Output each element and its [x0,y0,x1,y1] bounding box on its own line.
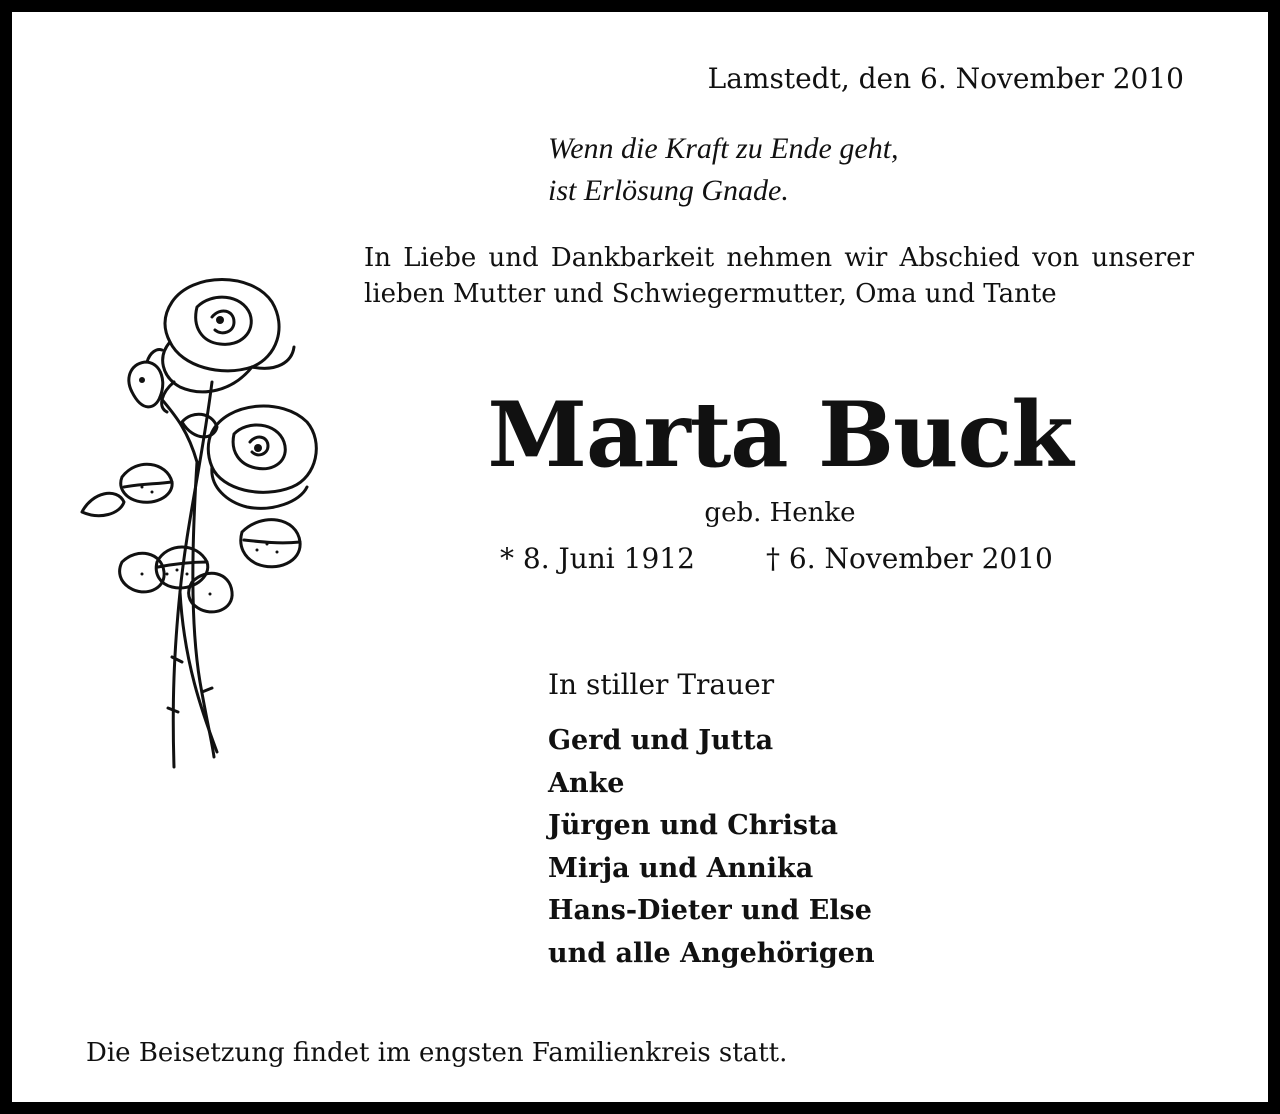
death-date: † 6. November 2010 [766,542,1053,575]
birth-name: geb. Henke [704,498,856,528]
mourner-name: und alle Angehörigen [548,937,875,969]
motto-quote [548,128,899,212]
rose-bloom [165,280,279,371]
mourning-heading: In stiller Trauer [548,668,775,701]
mourner-list [548,720,875,975]
place-date: Lamstedt, den 6. November 2010 [707,62,1184,95]
mourner-name: Anke [548,767,625,799]
funeral-note: Die Beisetzung findet im engsten Familienkreis statt. [86,1038,788,1068]
deceased-name: Marta Buck [487,382,1073,488]
mourner-name: Hans-Dieter und Else [548,895,872,926]
rose-illustration [62,262,322,782]
rose-bud [129,362,163,407]
mourner-name: Gerd und Jutta [548,725,774,756]
rose-leaf [82,493,124,515]
motto-line-2: ist Erlösung Gnade. [548,174,789,207]
obituary-notice [12,12,1268,1102]
mourner-name: Jürgen und Christa [548,810,839,841]
rose-bloom [208,406,316,492]
intro-text: In Liebe und Dankbarkeit nehmen wir Abschied von unserer lieben Mutter und Schwiegermutter, Oma und Tante [364,243,1194,309]
birth-date: * 8. Juni 1912 [500,542,695,575]
mourner-name: Mirja und Annika [548,852,814,884]
motto-line-1: Wenn die Kraft zu Ende geht, [548,132,899,165]
